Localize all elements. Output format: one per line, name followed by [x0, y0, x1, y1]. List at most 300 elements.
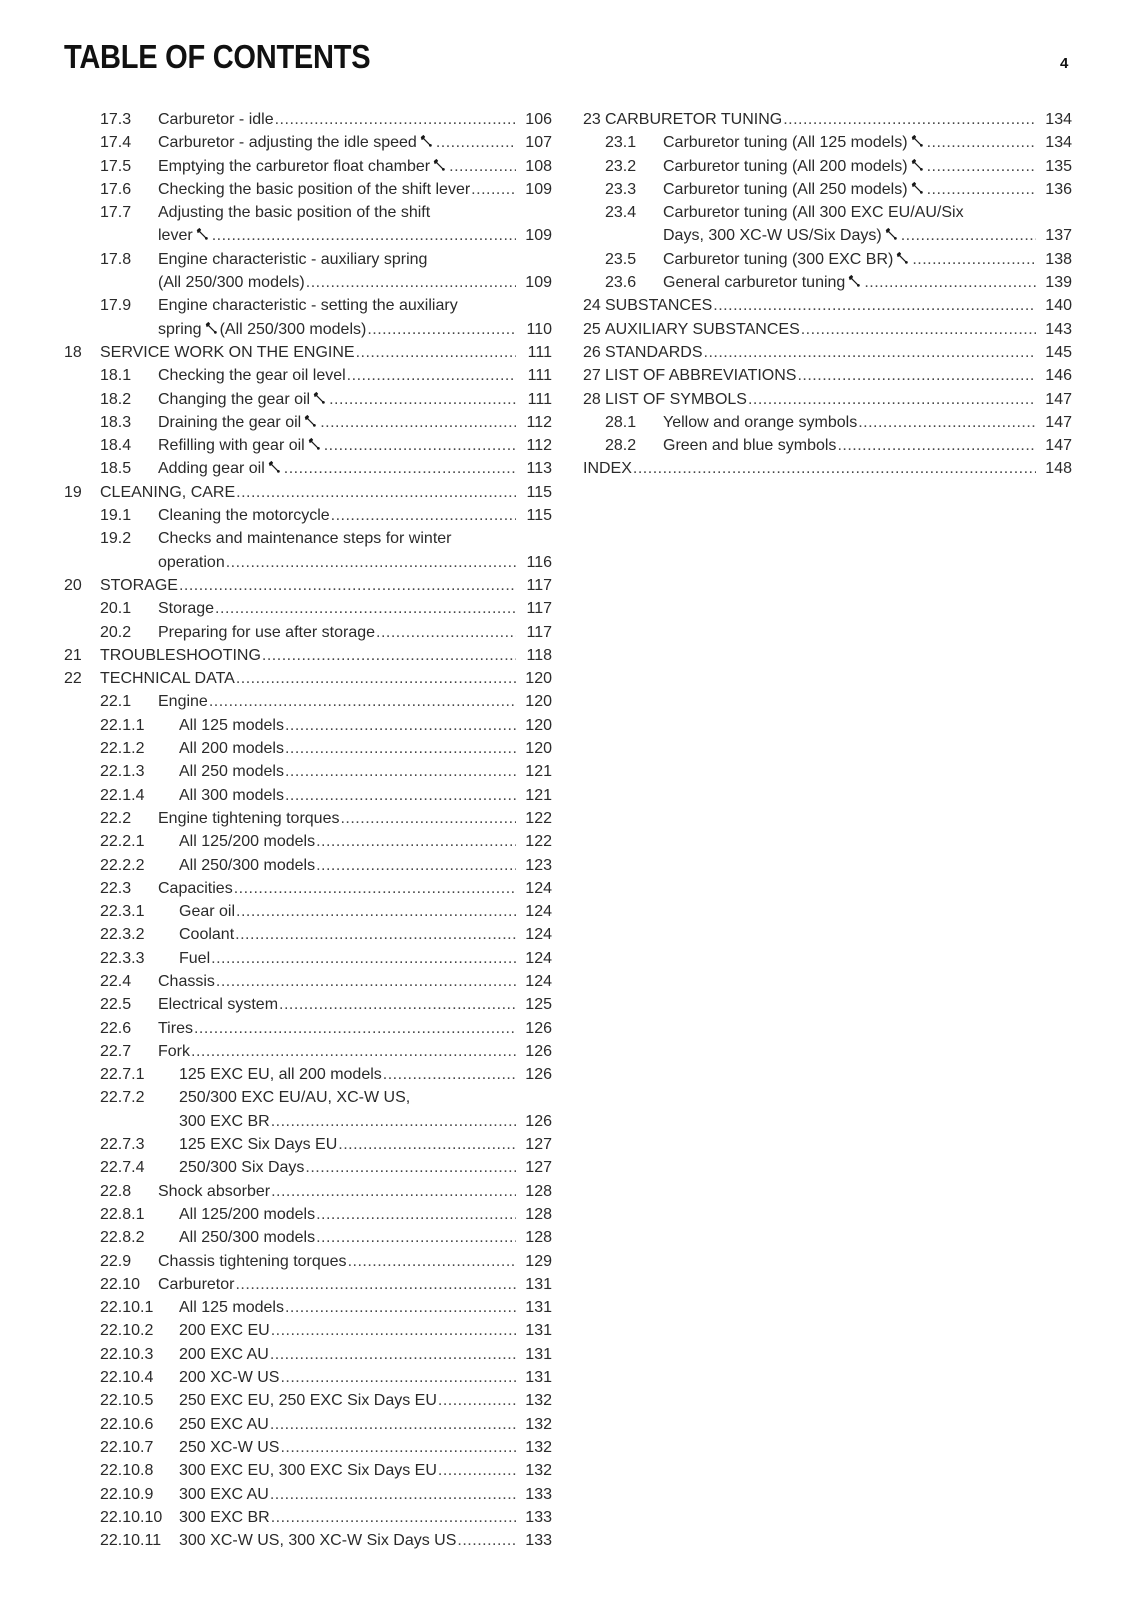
toc-entry[interactable]	[64, 714, 552, 737]
toc-entry[interactable]	[64, 1483, 552, 1506]
toc-page-number[interactable]: 131	[525, 1299, 552, 1317]
toc-page-number[interactable]: 135	[1045, 157, 1072, 175]
dot-leader	[271, 1180, 516, 1203]
toc-entry[interactable]	[64, 1156, 552, 1179]
toc-entry-number: 23.4	[605, 204, 637, 222]
toc-page-number[interactable]: 139	[1045, 274, 1072, 292]
toc-entry[interactable]	[64, 341, 552, 364]
dot-leader	[457, 1529, 516, 1552]
toc-entry[interactable]	[64, 597, 552, 620]
toc-page-number[interactable]: 124	[525, 879, 552, 897]
toc-entry-title: Adjusting the basic position of the shift	[158, 204, 431, 222]
toc-entry-number: 23.1	[605, 134, 637, 152]
toc-page-number[interactable]: 134	[1045, 111, 1072, 128]
toc-entry[interactable]	[64, 1250, 552, 1273]
dot-leader	[279, 993, 516, 1016]
toc-entry-title: Preparing for use after storage	[158, 623, 376, 641]
toc-entry-title: Fork	[158, 1042, 190, 1060]
toc-page-number[interactable]: 147	[1045, 390, 1072, 408]
dot-leader	[633, 457, 1036, 480]
dot-leader	[270, 1413, 516, 1436]
toc-entry-title: Electrical system	[158, 996, 279, 1014]
toc-entry[interactable]	[64, 1017, 552, 1040]
toc-entry-title: Adding gear oil	[158, 457, 283, 480]
toc-entry[interactable]	[583, 434, 1072, 457]
toc-entry[interactable]	[64, 155, 552, 178]
dot-leader	[927, 131, 1036, 154]
toc-page-number[interactable]: 108	[525, 157, 552, 175]
toc-entry-number: 25	[583, 320, 601, 338]
dot-leader	[285, 737, 516, 760]
toc-page-number[interactable]: 127	[525, 1136, 552, 1154]
toc-entry-title: AUXILIARY SUBSTANCES	[605, 320, 800, 338]
toc-entry[interactable]	[64, 388, 552, 411]
toc-page-number[interactable]: 128	[525, 1182, 552, 1200]
toc-entry-number: 22.10.5	[100, 1392, 154, 1410]
toc-entry-title: Changing the gear oil	[158, 388, 328, 411]
toc-page-number[interactable]: 117	[526, 576, 552, 594]
toc-page-number[interactable]: 109	[525, 180, 552, 198]
toc-entry[interactable]	[583, 248, 1072, 271]
toc-entry-number: 22.10.1	[100, 1299, 154, 1317]
toc-page-number[interactable]: 124	[525, 926, 552, 944]
toc-page-number[interactable]: 124	[525, 972, 552, 990]
toc-page-number[interactable]: 120	[525, 716, 552, 734]
dot-leader	[235, 923, 516, 946]
toc-entry-number: 22.7.3	[100, 1136, 145, 1154]
toc-entry[interactable]	[64, 807, 552, 830]
dot-leader	[449, 155, 516, 178]
dot-leader	[347, 364, 516, 387]
toc-entry-number: 22.7.2	[100, 1089, 145, 1107]
toc-entry-number: 22.4	[100, 972, 132, 990]
toc-entry[interactable]	[583, 364, 1072, 387]
toc-entry[interactable]	[583, 155, 1072, 178]
dot-leader	[270, 1343, 516, 1366]
dot-leader	[216, 970, 516, 993]
toc-entry-number: 23.3	[605, 180, 637, 198]
dot-leader	[285, 1296, 516, 1319]
toc-entry-title: 250 EXC EU, 250 EXC Six Days EU	[179, 1392, 437, 1410]
toc-entry-number: 22.9	[100, 1252, 132, 1270]
toc-entry-number: 22.10.6	[100, 1415, 154, 1433]
toc-entry-title: Green and blue symbols	[663, 437, 837, 455]
toc-entry[interactable]	[583, 318, 1072, 341]
dot-leader	[236, 481, 516, 504]
toc-entry[interactable]	[583, 271, 1072, 294]
toc-entry[interactable]	[64, 784, 552, 807]
toc-page-number[interactable]: 121	[525, 763, 552, 781]
toc-entry[interactable]	[583, 457, 1072, 480]
wrench-icon	[204, 319, 218, 333]
toc-entry-number: 22.10	[100, 1275, 141, 1293]
dot-leader	[329, 388, 516, 411]
toc-entry-title: Chassis	[158, 972, 215, 990]
dot-leader	[226, 551, 516, 574]
dot-leader	[316, 854, 516, 877]
toc-entry[interactable]	[64, 201, 552, 248]
toc-entry[interactable]	[64, 900, 552, 923]
toc-page-number[interactable]: 117	[526, 623, 552, 641]
toc-page-number[interactable]: 122	[525, 809, 552, 827]
toc-entry-number: 18.4	[100, 437, 132, 455]
toc-entry-title: Engine characteristic - auxiliary spring	[158, 250, 428, 268]
toc-entry[interactable]	[64, 1040, 552, 1063]
toc-page-number[interactable]: 112	[526, 437, 552, 455]
toc-page-number[interactable]: 132	[525, 1438, 552, 1456]
toc-entry-number: 18.5	[100, 460, 132, 478]
toc-page-number[interactable]: 128	[525, 1205, 552, 1223]
dot-leader	[320, 411, 516, 434]
toc-page-number[interactable]: 131	[525, 1322, 552, 1340]
toc-page-number[interactable]: 125	[525, 996, 552, 1014]
toc-entry-title: SUBSTANCES	[605, 297, 713, 315]
wrench-icon	[312, 389, 326, 403]
dot-leader	[316, 1226, 516, 1249]
wrench-icon	[267, 458, 281, 472]
wrench-icon	[895, 249, 909, 263]
toc-entry-number: 23.2	[605, 157, 637, 175]
toc-entry[interactable]	[583, 178, 1072, 201]
toc-entry[interactable]	[64, 434, 552, 457]
dot-leader	[316, 830, 516, 853]
toc-page-number[interactable]: 147	[1045, 413, 1072, 431]
toc-entry-title: 200 EXC AU	[179, 1345, 269, 1363]
toc-entry[interactable]	[64, 1436, 552, 1459]
toc-entry-title: TROUBLESHOOTING	[100, 646, 261, 664]
toc-entry-title: 300 XC-W US, 300 XC-W Six Days US	[179, 1532, 457, 1550]
toc-page-number[interactable]: 138	[1045, 250, 1072, 268]
toc-entry-title: TECHNICAL DATA	[100, 670, 235, 688]
toc-entry-number: 21	[64, 646, 82, 664]
toc-page-number[interactable]: 110	[526, 320, 552, 338]
toc-entry-title: Carburetor tuning (All 250 models)	[663, 178, 926, 201]
toc-entry[interactable]	[64, 457, 552, 480]
toc-entry[interactable]	[64, 760, 552, 783]
toc-page-number[interactable]: 133	[525, 1532, 552, 1550]
toc-entry[interactable]	[64, 1180, 552, 1203]
toc-page-number[interactable]: 107	[525, 134, 552, 152]
dot-leader	[209, 690, 516, 713]
dot-leader	[284, 457, 516, 480]
toc-page-number[interactable]: 120	[525, 740, 552, 758]
toc-entry[interactable]	[64, 411, 552, 434]
toc-entry[interactable]	[64, 993, 552, 1016]
toc-page-number[interactable]: 127	[525, 1159, 552, 1177]
toc-entry-number: 22.3.3	[100, 949, 145, 967]
toc-entry[interactable]	[64, 364, 552, 387]
dot-leader	[858, 411, 1036, 434]
toc-entry-title-part: spring	[158, 320, 202, 338]
dot-leader	[305, 1156, 516, 1179]
dot-leader	[235, 1273, 516, 1296]
toc-entry-title: 300 EXC BR	[179, 1112, 270, 1130]
toc-entry-title: Chassis tightening torques	[158, 1252, 347, 1270]
toc-entry-title: All 250/300 models	[179, 856, 316, 874]
dot-leader	[338, 1133, 516, 1156]
toc-entry-title: SERVICE WORK ON THE ENGINE	[100, 343, 355, 361]
toc-entry-number: 22.1.3	[100, 763, 145, 781]
toc-entry[interactable]	[64, 644, 552, 667]
wrench-icon	[195, 225, 209, 239]
toc-entry-title: Carburetor tuning (300 EXC BR)	[663, 248, 911, 271]
toc-page-number[interactable]: 128	[525, 1229, 552, 1247]
toc-entry[interactable]	[64, 1273, 552, 1296]
toc-entry-title: Days, 300 XC-W US/Six Days)	[663, 224, 900, 247]
toc-page-number[interactable]: 115	[526, 507, 552, 525]
toc-entry[interactable]	[64, 1529, 552, 1552]
toc-entry-number: 17.5	[100, 157, 132, 175]
page-number: 4	[1060, 55, 1069, 72]
toc-entry-number: 22.8.2	[100, 1229, 145, 1247]
toc-entry[interactable]	[64, 667, 552, 690]
toc-page-number[interactable]: 131	[525, 1345, 552, 1363]
toc-entry-number: 22.7	[100, 1042, 132, 1060]
toc-entry-title: STORAGE	[100, 576, 178, 594]
dot-leader	[271, 1319, 516, 1342]
toc-entry[interactable]	[64, 1366, 552, 1389]
toc-entry-number: 22.10.7	[100, 1438, 154, 1456]
wrench-icon	[307, 435, 321, 449]
toc-entry[interactable]	[64, 1389, 552, 1412]
toc-entry[interactable]	[64, 1133, 552, 1156]
toc-entry[interactable]	[64, 947, 552, 970]
page-title: TABLE OF CONTENTS	[64, 38, 371, 75]
toc-entry-title: 125 EXC Six Days EU	[179, 1136, 338, 1154]
toc-page-number[interactable]: 120	[525, 693, 552, 711]
toc-entry-number: 26	[583, 343, 601, 361]
wrench-icon	[847, 272, 861, 286]
toc-entry-number: 17.9	[100, 297, 132, 315]
toc-entry[interactable]	[583, 294, 1072, 317]
toc-page-number[interactable]: 120	[525, 670, 552, 688]
toc-page-number[interactable]: 111	[527, 390, 552, 408]
dot-leader	[912, 248, 1036, 271]
toc-entry[interactable]	[64, 131, 552, 154]
toc-entry-title: All 125 models	[179, 716, 284, 734]
toc-entry-number: 23.6	[605, 274, 637, 292]
toc-right-column	[583, 108, 1072, 481]
toc-page-number[interactable]: 145	[1045, 343, 1072, 361]
dot-leader	[331, 504, 516, 527]
toc-page-number[interactable]: 126	[525, 1112, 552, 1130]
toc-entry[interactable]	[64, 178, 552, 201]
toc-entry-number: 23	[583, 111, 601, 128]
toc-entry-title: (All 250/300 models)	[158, 274, 305, 292]
toc-entry-title: INDEX	[583, 460, 632, 478]
toc-entry[interactable]	[64, 1413, 552, 1436]
toc-entry[interactable]	[64, 1063, 552, 1086]
toc-page-number[interactable]: 126	[525, 1042, 552, 1060]
toc-entry-number: 22.2.1	[100, 833, 145, 851]
toc-page-number[interactable]: 131	[525, 1275, 552, 1293]
toc-entry[interactable]	[64, 1296, 552, 1319]
toc-entry-number: 22.1.1	[100, 716, 145, 734]
toc-entry-number: 19.2	[100, 530, 132, 548]
toc-entry-number: 22.1	[100, 693, 132, 711]
toc-page-number[interactable]: 132	[525, 1415, 552, 1433]
toc-page-number[interactable]: 137	[1045, 227, 1072, 245]
toc-page-number[interactable]: 112	[526, 413, 552, 431]
dot-leader	[271, 1110, 516, 1133]
toc-page-number[interactable]: 111	[527, 367, 552, 385]
toc-entry[interactable]	[64, 294, 552, 341]
dot-leader	[340, 807, 516, 830]
toc-entry[interactable]	[583, 388, 1072, 411]
toc-entry-title: All 125/200 models	[179, 1205, 316, 1223]
toc-page-number[interactable]: 116	[526, 553, 552, 571]
toc-entry-number: 22.2.2	[100, 856, 145, 874]
dot-leader	[191, 1040, 516, 1063]
toc-entry-number: 22.5	[100, 996, 132, 1014]
toc-entry-title: 250/300 EXC EU/AU, XC-W US,	[179, 1089, 411, 1107]
toc-page-number[interactable]: 117	[526, 600, 552, 618]
toc-entry-number: 22.8	[100, 1182, 132, 1200]
toc-entry[interactable]	[64, 481, 552, 504]
toc-page-number[interactable]: 126	[525, 1066, 552, 1084]
toc-page-number[interactable]: 147	[1045, 437, 1072, 455]
toc-entry-number: 18	[64, 343, 82, 361]
toc-entry-number: 22.7.1	[100, 1066, 145, 1084]
dot-leader	[348, 1250, 516, 1273]
toc-entry[interactable]	[64, 1506, 552, 1529]
toc-entry[interactable]	[64, 970, 552, 993]
toc-entry-title: All 300 models	[179, 786, 284, 804]
wrench-icon	[432, 156, 446, 170]
toc-entry[interactable]	[64, 877, 552, 900]
toc-entry-title: 300 EXC AU	[179, 1485, 269, 1503]
toc-entry[interactable]	[64, 621, 552, 644]
toc-entry[interactable]	[583, 201, 1072, 248]
dot-leader	[783, 108, 1036, 131]
toc-page-number[interactable]: 132	[525, 1392, 552, 1410]
toc-entry[interactable]	[64, 574, 552, 597]
toc-entry-number: 22.8.1	[100, 1205, 145, 1223]
toc-page-number[interactable]: 111	[527, 343, 552, 361]
toc-entry-title: Carburetor tuning (All 125 models)	[663, 131, 926, 154]
toc-entry-number: 22.7.4	[100, 1159, 145, 1177]
toc-entry-title: Engine	[158, 693, 208, 711]
toc-entry[interactable]	[64, 1343, 552, 1366]
toc-entry-title: Carburetor	[158, 1275, 235, 1293]
toc-page-number[interactable]: 124	[525, 949, 552, 967]
toc-page-number[interactable]: 109	[525, 274, 552, 292]
dot-leader	[316, 1203, 516, 1226]
toc-page-number[interactable]: 146	[1045, 367, 1072, 385]
wrench-icon	[910, 132, 924, 146]
toc-page-number[interactable]: 143	[1045, 320, 1072, 338]
toc-page-number[interactable]: 124	[525, 903, 552, 921]
dot-leader	[797, 364, 1036, 387]
toc-page-number[interactable]: 133	[525, 1508, 552, 1526]
toc-page-number[interactable]: 133	[525, 1485, 552, 1503]
toc-entry-title: Emptying the carburetor float chamber	[158, 155, 448, 178]
toc-entry[interactable]	[64, 1226, 552, 1249]
toc-entry-number: 17.4	[100, 134, 132, 152]
toc-entry-title: All 125 models	[179, 1299, 284, 1317]
toc-entry[interactable]	[583, 411, 1072, 434]
toc-entry-number: 22.10.2	[100, 1322, 154, 1340]
toc-page-number[interactable]: 136	[1045, 180, 1072, 198]
toc-entry-number: 22.10.4	[100, 1369, 154, 1387]
dot-leader	[280, 1436, 516, 1459]
toc-entry-title: 300 EXC EU, 300 EXC Six Days EU	[179, 1462, 437, 1480]
dot-leader	[179, 574, 516, 597]
toc-entry-title: Coolant	[179, 926, 235, 944]
dot-leader	[367, 318, 516, 341]
toc-entry[interactable]	[64, 737, 552, 760]
dot-leader	[704, 341, 1037, 364]
toc-entry[interactable]	[64, 690, 552, 713]
toc-entry-title: 300 EXC BR	[179, 1508, 270, 1526]
toc-entry-number: 17.6	[100, 180, 132, 198]
toc-page-number[interactable]: 113	[526, 460, 552, 478]
toc-entry[interactable]	[64, 830, 552, 853]
toc-entry-number: 28.2	[605, 437, 637, 455]
dot-leader	[324, 434, 516, 457]
toc-page-number[interactable]: 121	[525, 786, 552, 804]
toc-page-number[interactable]: 118	[526, 646, 552, 664]
toc-entry[interactable]	[64, 1086, 552, 1133]
toc-entry-title: Engine characteristic - setting the auxiliary	[158, 297, 458, 315]
toc-entry[interactable]	[583, 341, 1072, 364]
toc-page-number[interactable]: 140	[1045, 297, 1072, 315]
toc-page-number[interactable]: 109	[525, 227, 552, 245]
toc-entry-number: 22.3.2	[100, 926, 145, 944]
toc-page-number[interactable]: 126	[525, 1019, 552, 1037]
toc-page-number[interactable]: 115	[526, 483, 552, 501]
toc-page-number[interactable]: 148	[1045, 460, 1072, 478]
toc-entry[interactable]	[64, 1319, 552, 1342]
toc-page-number[interactable]: 129	[525, 1252, 552, 1270]
toc-entry-number: 20.1	[100, 600, 132, 618]
toc-entry[interactable]	[64, 1459, 552, 1482]
dot-leader	[901, 224, 1036, 247]
toc-entry[interactable]	[64, 108, 552, 131]
toc-page-number[interactable]: 131	[525, 1369, 552, 1387]
toc-entry[interactable]	[64, 527, 552, 574]
toc-entry[interactable]	[583, 131, 1072, 154]
toc-page-number[interactable]: 106	[525, 111, 552, 128]
toc-page-number[interactable]: 122	[525, 833, 552, 851]
toc-entry-title-part: (All 250/300 models)	[219, 320, 367, 338]
toc-entry[interactable]	[64, 248, 552, 295]
toc-entry[interactable]	[583, 108, 1072, 131]
dot-leader	[236, 900, 516, 923]
dot-leader	[864, 271, 1036, 294]
toc-entry-number: 20	[64, 576, 82, 594]
dot-leader	[438, 1389, 516, 1412]
dot-leader	[285, 714, 516, 737]
toc-entry[interactable]	[64, 854, 552, 877]
dot-leader	[748, 388, 1036, 411]
toc-entry[interactable]	[64, 504, 552, 527]
toc-entry[interactable]	[64, 923, 552, 946]
toc-entry-number: 22.3.1	[100, 903, 145, 921]
toc-entry-title: All 250 models	[179, 763, 284, 781]
dot-leader	[262, 644, 516, 667]
toc-entry-title: Capacities	[158, 879, 233, 897]
toc-entry-title: All 125/200 models	[179, 833, 316, 851]
dot-leader	[194, 1017, 516, 1040]
toc-page-number[interactable]: 134	[1045, 134, 1072, 152]
toc-page-number[interactable]: 123	[525, 856, 552, 874]
toc-entry-number: 22.10.8	[100, 1462, 154, 1480]
toc-page-number[interactable]: 132	[525, 1462, 552, 1480]
toc-entry-title: 125 EXC EU, all 200 models	[179, 1066, 382, 1084]
toc-entry-number: 18.1	[100, 367, 132, 385]
toc-entry[interactable]	[64, 1203, 552, 1226]
